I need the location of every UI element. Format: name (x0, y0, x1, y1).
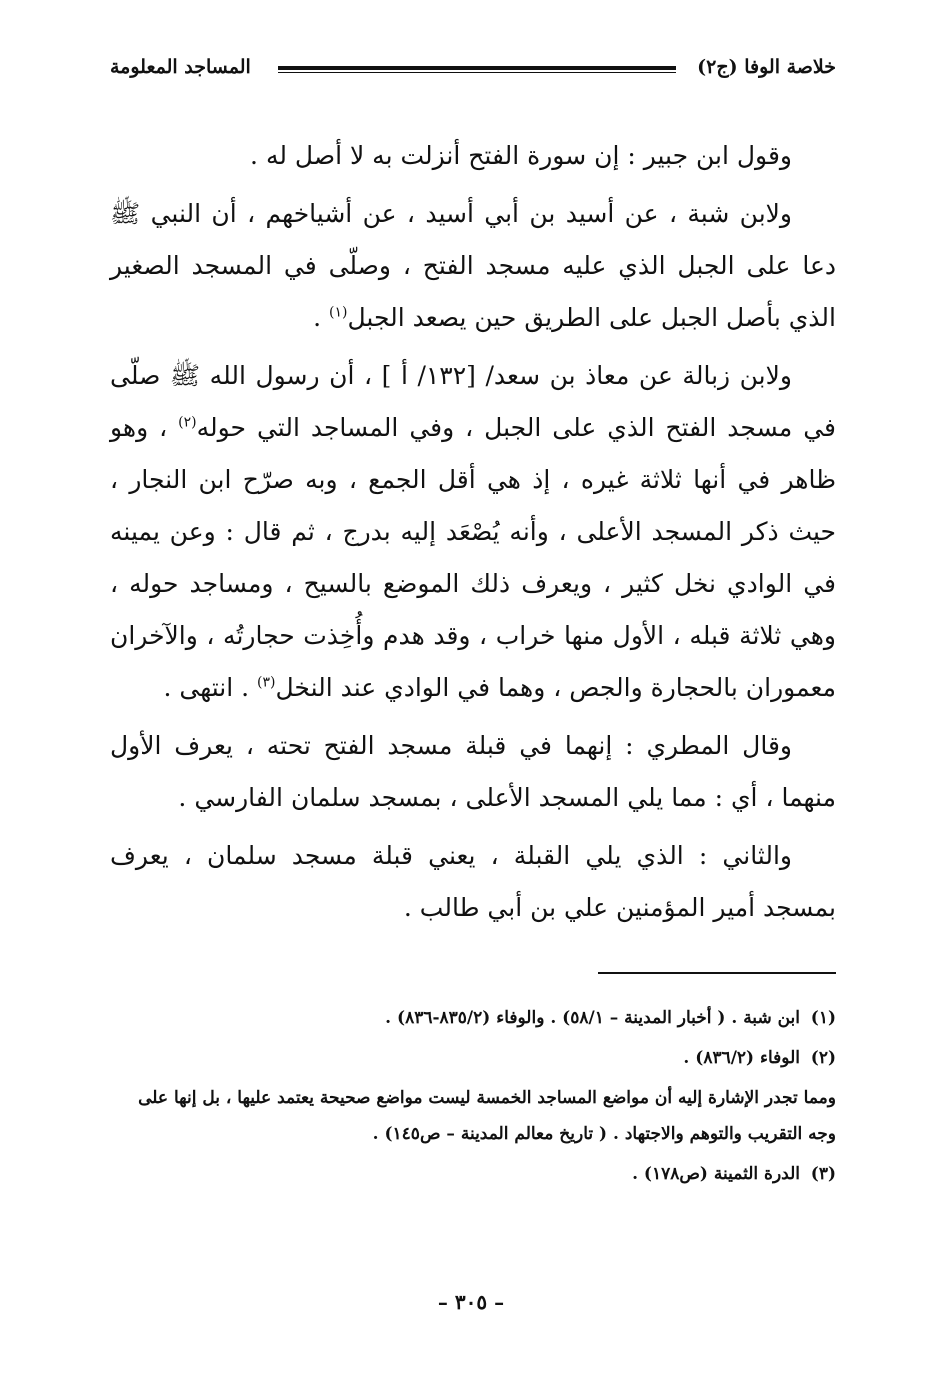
running-header (110, 52, 836, 86)
footnote-ref-2[interactable]: (٢) (178, 414, 197, 431)
header-rule (278, 66, 676, 70)
footnote-1: (١)ابن شبة . ( أخبار المدينة – ٥٨/١) . والوفاء (٨٣٥/٢-٨٣٦) . (385, 1008, 836, 1028)
chapter-title: المساجد المعلومة (110, 56, 251, 78)
footnote-2-note: ومما تجدر الإشارة إليه أن مواضع المساجد الخمسة ليست مواضع صحيحة يعتمد عليها ، بل إنها على وجه التقريب والتوهم والاجتهاد . ( تاريخ معالم المدينة – ص١٤٥) . (138, 1088, 836, 1144)
page-number: – ٣٠٥ – (437, 1290, 505, 1314)
paragraph-1: وقول ابن جبير : إن سورة الفتح أنزلت به لا أصل له . (250, 141, 792, 170)
book-title: خلاصة الوفا (ج٢) (697, 56, 836, 78)
footnote-ref-1[interactable]: (١) (329, 304, 348, 321)
paragraph-5: والثاني : الذي يلي القبلة ، يعني قبلة مسجد سلمان ، يعرف بمسجد أمير المؤمنين علي بن أبي طالب . (110, 841, 836, 922)
footnotes (110, 1000, 836, 1196)
footnote-separator (598, 972, 836, 974)
footnote-3: (٣)الدرة الثمينة (ص١٧٨) . (632, 1164, 836, 1184)
paragraph-3: ولابن زبالة عن معاذ بن سعد/ [١٣٢/ أ ] ، أن رسول الله ﷺ صلّى في مسجد الفتح الذي على الجبل ، وفي المساجد التي حوله$^{(٢)}$ ، وهو ظاهر في أنها ثلاثة غيره ، إذ هي أقل الجمع ، وبه صرّح ابن النجار ، حيث ذكر المسجد الأعلى ، وأنه يُصْعَد إليه بدرج ، ثم قال : وعن يمينه في الوادي نخل كثير ، ويعرف ذلك الموضع بالسيح ، ومساجد حوله ، وهي ثلاثة قبله ، الأول منها خراب ، وقد هدم وأُخِذت حجارتُه ، والآخران معموران بالحجارة والجص ، وهما في الوادي عند النخل$^{(٣)}$ . انتهى . (110, 361, 837, 702)
footnote-2: (٢)الوفاء (٨٣٦/٢) . (683, 1048, 836, 1068)
main-text (110, 130, 836, 940)
header-rule-thin (278, 72, 676, 73)
paragraph-4: وقال المطري : إنهما في قبلة مسجد الفتح تحته ، يعرف الأول منهما ، أي : مما يلي المسجد الأعلى ، بمسجد سلمان الفارسي . (110, 731, 836, 812)
paragraph-2: ولابن شبة ، عن أسيد بن أبي أسيد ، عن أشياخهم ، أن النبي ﷺ دعا على الجبل الذي عليه مسجد الفتح ، وصلّى في المسجد الصغير الذي بأصل الجبل على الطريق حين يصعد الجبل$^{(١)}$ . (110, 199, 836, 332)
footnote-ref-3[interactable]: (٣) (257, 674, 276, 691)
